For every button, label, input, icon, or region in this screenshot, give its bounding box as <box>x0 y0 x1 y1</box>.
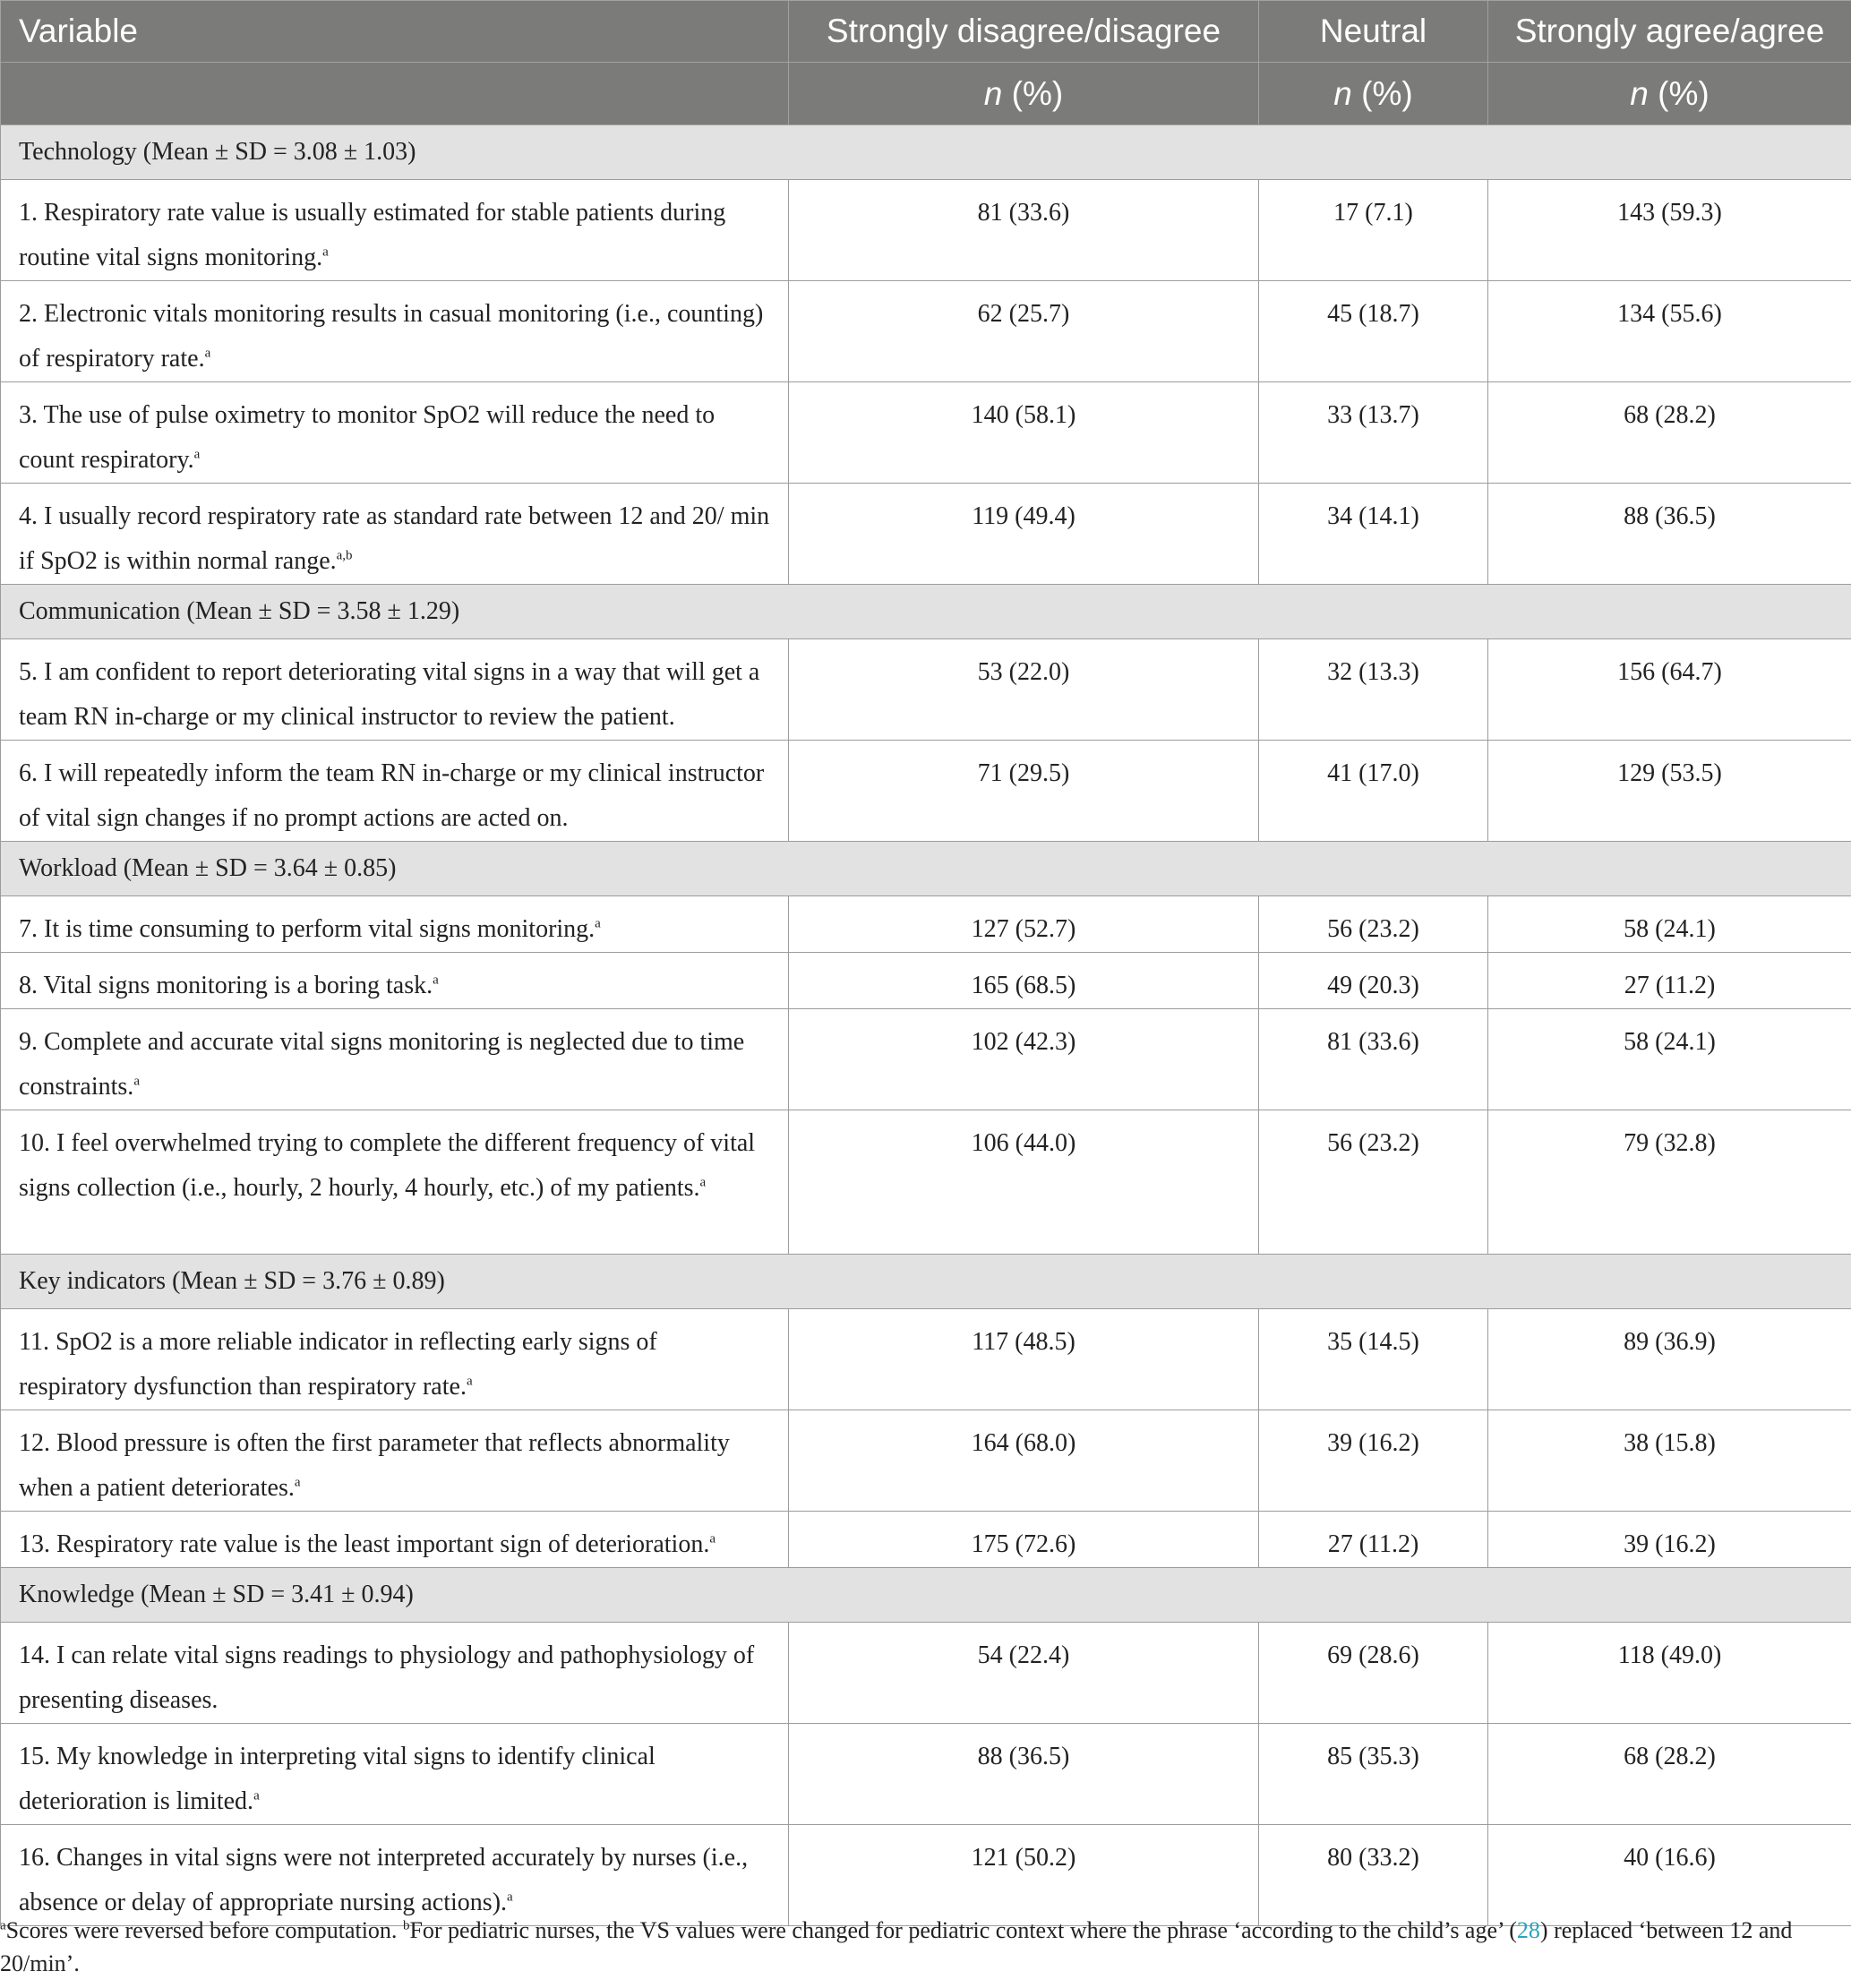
neutral-value: 49 (20.3) <box>1259 953 1488 1009</box>
neutral-value: 39 (16.2) <box>1259 1410 1488 1512</box>
neutral-value: 41 (17.0) <box>1259 741 1488 842</box>
item-statement: 8. Vital signs monitoring is a boring task.$^a$ <box>1 953 789 1009</box>
neutral-value: 27 (11.2) <box>1259 1512 1488 1568</box>
agree-value: 129 (53.5) <box>1488 741 1851 842</box>
table-row <box>1 281 1851 382</box>
table-row <box>1 1009 1851 1110</box>
footnote-marker: a <box>433 973 439 988</box>
subheader-n-pct: n (%) <box>789 63 1259 125</box>
disagree-value: 140 (58.1) <box>789 382 1259 484</box>
disagree-value: 175 (72.6) <box>789 1512 1259 1568</box>
table-row <box>1 1309 1851 1410</box>
section-title: Knowledge (Mean ± SD = 3.41 ± 0.94) <box>1 1568 1851 1623</box>
header-variable: Variable <box>1 1 789 63</box>
table-row <box>1 741 1851 842</box>
disagree-value: 81 (33.6) <box>789 180 1259 281</box>
footnote-marker: a,b <box>336 548 353 563</box>
neutral-value: 85 (35.3) <box>1259 1724 1488 1825</box>
footnote-marker: a <box>595 916 601 931</box>
agree-value: 79 (32.8) <box>1488 1110 1851 1255</box>
table-row <box>1 1825 1851 1926</box>
subheader-n-pct: n (%) <box>1259 63 1488 125</box>
footnote-marker: a <box>507 1889 513 1905</box>
disagree-value: 127 (52.7) <box>789 896 1259 953</box>
agree-value: 38 (15.8) <box>1488 1410 1851 1512</box>
agree-value: 134 (55.6) <box>1488 281 1851 382</box>
section-header-row <box>1 1255 1851 1309</box>
section-title: Technology (Mean ± SD = 3.08 ± 1.03) <box>1 125 1851 180</box>
section-title: Key indicators (Mean ± SD = 3.76 ± 0.89) <box>1 1255 1851 1309</box>
neutral-value: 81 (33.6) <box>1259 1009 1488 1110</box>
table-row <box>1 1623 1851 1724</box>
agree-value: 58 (24.1) <box>1488 1009 1851 1110</box>
item-statement: 1. Respiratory rate value is usually estimated for stable patients during routine vital signs monitoring.$^a$ <box>1 180 789 281</box>
footnote-marker: a <box>133 1074 140 1089</box>
neutral-value: 34 (14.1) <box>1259 484 1488 585</box>
footnote-marker: a <box>322 244 329 260</box>
header-agree: Strongly agree/agree <box>1488 1 1851 63</box>
table-row <box>1 1724 1851 1825</box>
neutral-value: 56 (23.2) <box>1259 1110 1488 1255</box>
neutral-value: 17 (7.1) <box>1259 180 1488 281</box>
footnote-marker: a <box>294 1475 301 1490</box>
neutral-value: 33 (13.7) <box>1259 382 1488 484</box>
reference-link[interactable]: 28 <box>1516 1917 1540 1943</box>
header-neutral: Neutral <box>1259 1 1488 63</box>
neutral-value: 56 (23.2) <box>1259 896 1488 953</box>
subheader-n-pct: n (%) <box>1488 63 1851 125</box>
footnote-marker: a <box>466 1374 473 1389</box>
agree-value: 88 (36.5) <box>1488 484 1851 585</box>
disagree-value: 121 (50.2) <box>789 1825 1259 1926</box>
table-row <box>1 1110 1851 1255</box>
section-header-row <box>1 1568 1851 1623</box>
section-header-row <box>1 585 1851 639</box>
disagree-value: 102 (42.3) <box>789 1009 1259 1110</box>
disagree-value: 165 (68.5) <box>789 953 1259 1009</box>
item-statement: 15. My knowledge in interpreting vital signs to identify clinical deterioration is limited.$^a$ <box>1 1724 789 1825</box>
neutral-value: 45 (18.7) <box>1259 281 1488 382</box>
disagree-value: 106 (44.0) <box>789 1110 1259 1255</box>
disagree-value: 62 (25.7) <box>789 281 1259 382</box>
item-statement: 14. I can relate vital signs readings to physiology and pathophysiology of presenting diseases. <box>1 1623 789 1724</box>
table-body <box>1 125 1851 1926</box>
footnote-marker: a <box>709 1531 716 1547</box>
item-statement: 11. SpO2 is a more reliable indicator in reflecting early signs of respiratory dysfunction than respiratory rate.$^a$ <box>1 1309 789 1410</box>
section-header-row <box>1 125 1851 180</box>
agree-value: 118 (49.0) <box>1488 1623 1851 1724</box>
item-statement: 13. Respiratory rate value is the least important sign of deterioration.$^a$ <box>1 1512 789 1568</box>
item-statement: 10. I feel overwhelmed trying to complete the different frequency of vital signs collection (i.e., hourly, 2 hourly, 4 hourly, etc.) of my patients.$^a$ <box>1 1110 789 1255</box>
table-header <box>1 1 1851 125</box>
table-row <box>1 484 1851 585</box>
footnote-marker: a <box>204 346 211 361</box>
agree-value: 58 (24.1) <box>1488 896 1851 953</box>
agree-value: 39 (16.2) <box>1488 1512 1851 1568</box>
neutral-value: 69 (28.6) <box>1259 1623 1488 1724</box>
table-row <box>1 382 1851 484</box>
neutral-value: 32 (13.3) <box>1259 639 1488 741</box>
table-row <box>1 1512 1851 1568</box>
item-statement: 4. I usually record respiratory rate as standard rate between 12 and 20/ min if SpO2 is within normal range.$^{a,b}$ <box>1 484 789 585</box>
disagree-value: 71 (29.5) <box>789 741 1259 842</box>
item-statement: 9. Complete and accurate vital signs monitoring is neglected due to time constraints.$^a$ <box>1 1009 789 1110</box>
item-statement: 12. Blood pressure is often the first parameter that reflects abnormality when a patient deteriorates.$^a$ <box>1 1410 789 1512</box>
table-row <box>1 180 1851 281</box>
table-row <box>1 953 1851 1009</box>
neutral-value: 80 (33.2) <box>1259 1825 1488 1926</box>
item-statement: 6. I will repeatedly inform the team RN in-charge or my clinical instructor of vital sign changes if no prompt actions are acted on. <box>1 741 789 842</box>
disagree-value: 164 (68.0) <box>789 1410 1259 1512</box>
subheader-empty <box>1 63 789 125</box>
item-statement: 2. Electronic vitals monitoring results in casual monitoring (i.e., counting) of respiratory rate.$^a$ <box>1 281 789 382</box>
disagree-value: 53 (22.0) <box>789 639 1259 741</box>
footnote-marker: a <box>699 1175 707 1190</box>
table-row <box>1 896 1851 953</box>
agree-value: 68 (28.2) <box>1488 1724 1851 1825</box>
section-title: Workload (Mean ± SD = 3.64 ± 0.85) <box>1 842 1851 896</box>
item-statement: 3. The use of pulse oximetry to monitor SpO2 will reduce the need to count respiratory.$^a$ <box>1 382 789 484</box>
agree-value: 89 (36.9) <box>1488 1309 1851 1410</box>
item-statement: 16. Changes in vital signs were not interpreted accurately by nurses (i.e., absence or delay of appropriate nursing actions).$^a$ <box>1 1825 789 1926</box>
table-row <box>1 639 1851 741</box>
agree-value: 40 (16.6) <box>1488 1825 1851 1926</box>
agree-value: 143 (59.3) <box>1488 180 1851 281</box>
header-disagree: Strongly disagree/disagree <box>789 1 1259 63</box>
disagree-value: 88 (36.5) <box>789 1724 1259 1825</box>
footnote-marker: a <box>193 447 201 462</box>
section-title: Communication (Mean ± SD = 3.58 ± 1.29) <box>1 585 1851 639</box>
footnote-marker: a <box>253 1788 260 1804</box>
agree-value: 156 (64.7) <box>1488 639 1851 741</box>
agree-value: 68 (28.2) <box>1488 382 1851 484</box>
disagree-value: 117 (48.5) <box>789 1309 1259 1410</box>
item-statement: 7. It is time consuming to perform vital signs monitoring.$^a$ <box>1 896 789 953</box>
section-header-row <box>1 842 1851 896</box>
table-row <box>1 1410 1851 1512</box>
agree-value: 27 (11.2) <box>1488 953 1851 1009</box>
neutral-value: 35 (14.5) <box>1259 1309 1488 1410</box>
disagree-value: 54 (22.4) <box>789 1623 1259 1724</box>
disagree-value: 119 (49.4) <box>789 484 1259 585</box>
table-footnote: $^a$Scores were reversed before computation. $^b$For pediatric nurses, the VS values were changed for pediatric context where the phrase ‘according to the child’s age’ (28) replaced ‘between 12 and 20/min’. <box>0 1917 1793 1976</box>
item-statement: 5. I am confident to report deteriorating vital signs in a way that will get a team RN in-charge or my clinical instructor to review the patient. <box>1 639 789 741</box>
